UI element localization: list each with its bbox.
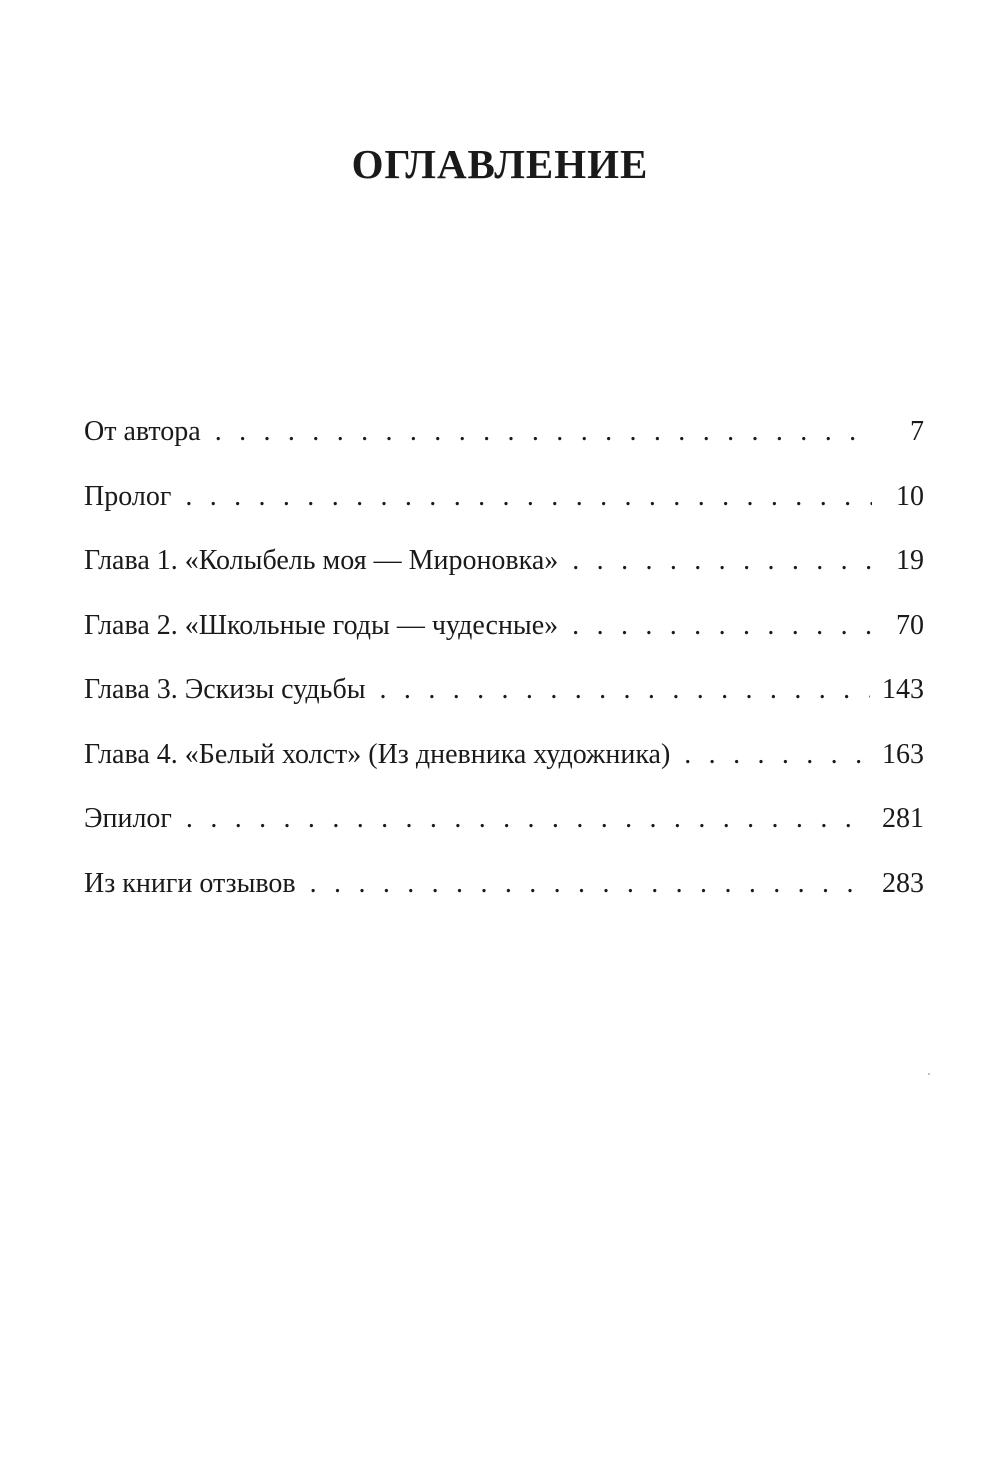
toc-entry-chapter-4 [84, 733, 924, 798]
toc-entry-label: Глава 3. Эскизы судьбы [84, 674, 366, 705]
toc-entry-label: Пролог [84, 480, 172, 512]
toc-entry-page: 10 [896, 480, 924, 512]
toc-entry-page: 163 [882, 738, 924, 770]
toc-entry-chapter-3 [84, 668, 924, 733]
toc-entry-label: Глава 4. «Белый холст» (Из дневника художника) [84, 738, 671, 770]
dot-leader [684, 733, 870, 777]
toc-entry-prologue [84, 475, 924, 540]
dot-leader [185, 475, 872, 519]
toc-entry-chapter-2 [84, 604, 924, 669]
toc-entry-label: От автора [84, 416, 201, 447]
toc-entry-page: 281 [882, 803, 924, 834]
toc-entry-label: Глава 1. «Колыбель моя — Мироновка» [84, 545, 559, 576]
toc-entry-page: 283 [882, 867, 924, 899]
toc-entry-page: 19 [896, 545, 924, 576]
dot-leader [380, 668, 870, 712]
page-title: ОГЛАВЛЕНИЕ [351, 141, 649, 187]
dot-leader [215, 410, 872, 454]
toc-entry-label: Из книги отзывов [84, 867, 296, 899]
scan-speck [928, 1073, 930, 1075]
toc-entry-epilogue [84, 797, 924, 862]
dot-leader [572, 539, 872, 583]
toc-entry-chapter-1 [84, 539, 924, 604]
dot-leader [186, 797, 870, 841]
toc-entry-page: 7 [910, 416, 924, 447]
table-of-contents [84, 410, 924, 926]
dot-leader [310, 862, 870, 906]
toc-entry-reviews [84, 862, 924, 927]
dot-leader [572, 604, 872, 648]
toc-entry-page: 70 [896, 609, 924, 641]
toc-entry-label: Эпилог [84, 803, 172, 834]
toc-entry-foreword [84, 410, 924, 475]
toc-entry-page: 143 [882, 674, 924, 705]
toc-entry-label: Глава 2. «Школьные годы — чудесные» [84, 609, 559, 641]
